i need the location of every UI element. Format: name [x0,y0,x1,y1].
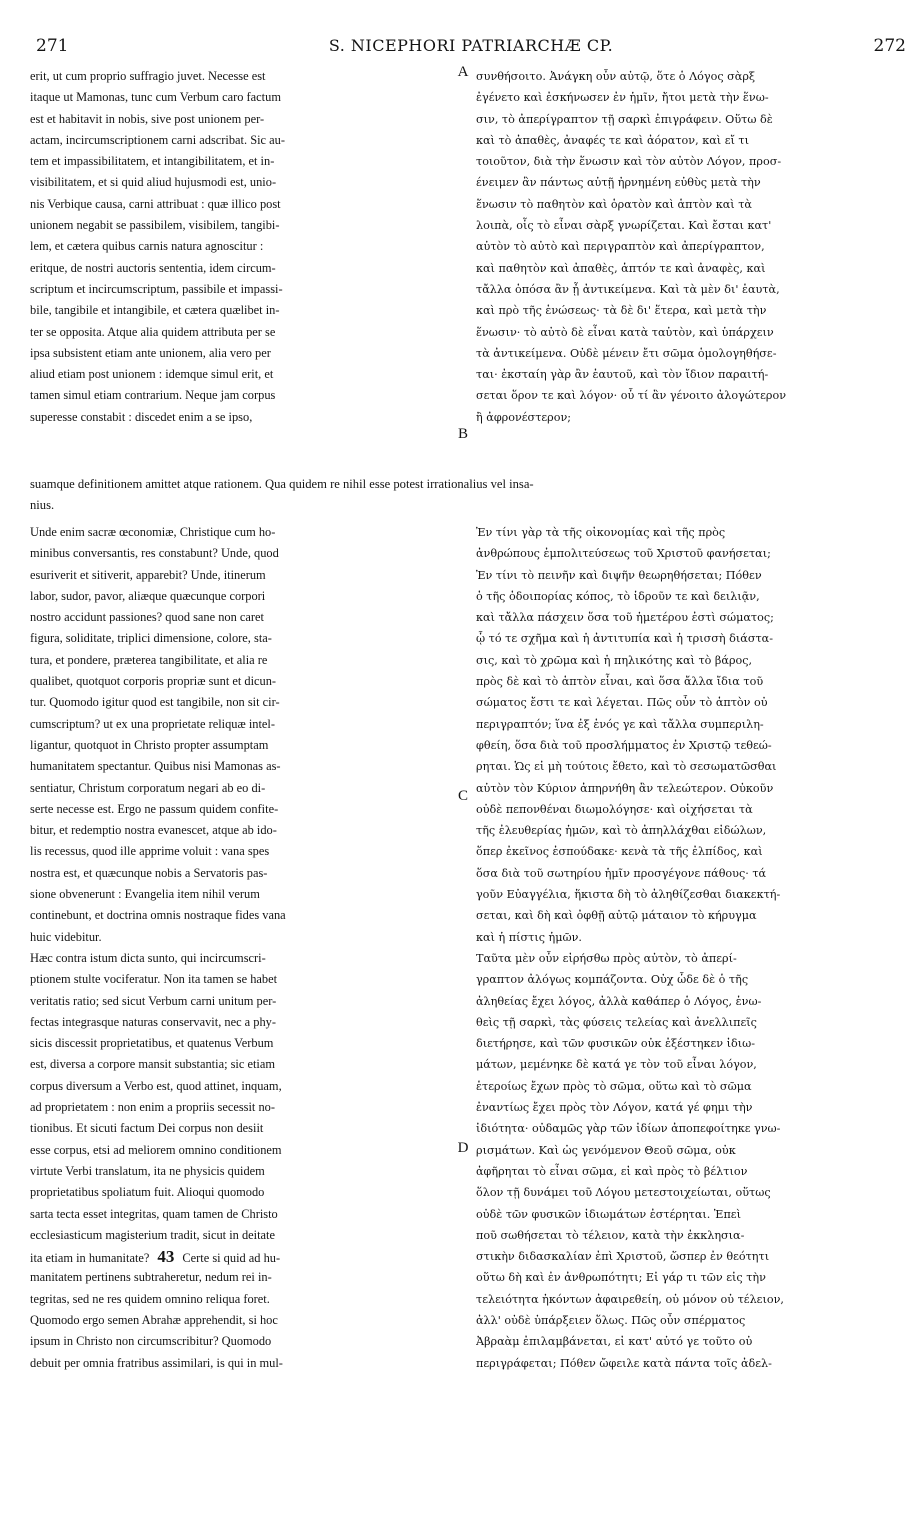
greek-text-line: ὅλον τῇ δυνάμει τοῦ Λόγου μετεστοιχείωται, οὕτως [476,1186,771,1200]
greek-text-line: λοιπὰ, οἷς τὸ εἶναι σὰρξ γνωρίζεται. Καὶ ἔσται κατ' [476,219,772,233]
greek-text-line: καὶ ἡ πίστις ἡμῶν. [476,930,582,944]
greek-text-line: σεται, καὶ δὴ καὶ ὀφθῇ αὐτῷ μάταιον τὸ κήρυγμα [476,909,757,923]
greek-text-line: μάτων, μεμένηκε δὲ κατά γε τὸν τοῦ εἶναι λόγον, [476,1058,757,1072]
greek-text-line: σιν, τὸ ἀπερίγραπτον τῇ σαρκὶ ἐπιγράφειν. Οὕτω δὲ [476,112,773,126]
latin-text-line: eritque, de nostri auctoris sententia, idem circum- [30,260,276,275]
greek-text-line: γοῦν Εὐαγγέλια, ἥκιστα δὴ τὸ ἀληθίζεσθαι διακεκτή- [476,888,781,902]
greek-text-line: οὕτω δὴ καὶ ἐν ἀνθρωπότητι; Εἰ γάρ τι τῶν εἰς τὴν [476,1271,766,1285]
latin-text-line: nostro accidunt passiones? quod sane non caret [30,610,264,625]
greek-text-line: ποῦ σωθήσεται τὸ τέλειον, κατὰ τὴν ἐκκλησια- [476,1228,745,1242]
greek-text-line: περιγράφεται; Πόθεν ὤφειλε κατὰ πάντα τοῖς ἀδελ- [476,1356,772,1370]
page-number-right: 272 [873,36,906,56]
latin-text-line: scriptum et incircumscriptum, passibile et impassi- [30,281,283,296]
latin-text-line: erit, ut cum proprio suffragio juvet. Necesse est [30,69,266,83]
latin-text-line: minibus conversantis, res constabunt? Unde, quod [30,546,279,561]
latin-text-line: Unde enim sacræ œconomiæ, Christique cum ho- [30,525,276,539]
latin-text-line: labor, sudor, pavor, aliæque quæcunque corpori [30,588,266,603]
greek-text-line: στικὴν διδασκαλίαν ἐπὶ Χριστοῦ, ὥσπερ ἐν θεότητι [476,1250,770,1264]
greek-text-line: Ἐν τίνι γὰρ τὰ τῆς οἰκονομίας καὶ τῆς πρὸς [476,526,726,539]
latin-text-line: Hæc contra istum dicta sunto, qui incircumscri- [30,950,266,965]
latin-text-line: nis Verbique causa, carni attribuat : quæ illico post [30,196,281,211]
latin-text-line: qualibet, quotquot corporis propriæ sunt et dicun- [30,674,277,689]
greek-text-line: ρισμάτων. Καὶ ὡς γενόμενον Θεοῦ σῶμα, οὐκ [476,1143,736,1157]
latin-text-line: aliud etiam post unionem : idemque simul erit, et [30,367,274,382]
latin-text-line: cumscriptum? ut ex una proprietate reliquæ intel- [30,716,275,731]
greek-text-line: τοιοῦτον, διὰ τὴν ἕνωσιν καὶ τὸν αὐτὸν Λόγον, προσ- [476,155,782,169]
latin-text-line: ptionem stulte vociferatur. Non ita tamen se habet [30,972,278,987]
latin-text-line: nius. [30,498,55,513]
greek-text-line: ένειμεν ἂν πάντως αὐτῇ ἠρνημένη εὐθὺς μετὰ τὴν [476,176,761,190]
greek-text-line: Ἐν τίνι τὸ πεινῆν καὶ διψῆν θεωρηθήσεται; Πόθεν [476,568,762,582]
latin-text-line: ipsa subsistent etiam ante unionem, alia vero per [30,345,271,360]
greek-text-line: ὅπερ ἐκεῖνος ἐσπούδακε· κενὰ τὰ τῆς ἐλπίδος, καὶ [476,845,763,859]
greek-text-line: τὰ ἀντικείμενα. Οὐδὲ μένειν ἔτι σῶμα ὁμολογηθήσε- [476,346,777,360]
section-marker-b: B [457,426,468,442]
latin-text-segment: Certe si quid ad hu- [182,1251,281,1266]
latin-text-line: esse corpus, etsi ad meliorem omnino conditionem [30,1142,282,1157]
greek-text-line: ἕνωσιν τὸ παθητὸν καὶ ὁρατὸν καὶ ἁπτὸν καὶ τὰ [476,197,752,211]
latin-column-bottom [30,522,450,1374]
latin-text-line: manitatem pertinens subtraheretur, nedum rei in- [30,1270,272,1285]
latin-text-line: tur. Quomodo igitur quod est tangibile, non sit cir- [30,695,280,710]
greek-text-line: ἀλλ' οὐδὲ ὑπάρξειεν ὅλως. Πῶς οὖν σπέρματος [476,1313,746,1327]
latin-text-line: proprietatibus spoliatum fuit. Alioqui quomodo [30,1185,265,1200]
latin-text-line: sentiatur, Christum corporatum negari ab eo di- [30,780,266,795]
greek-text-line: θεὶς τῇ σαρκὶ, τὰς φύσεις τελείας καὶ ἀνελλιπεῖς [476,1015,757,1029]
latin-text-line: tura, et pondere, præterea tangibilitate, et alia re [30,652,268,667]
latin-text-line: superesse constabit : discedet enim a se ipso, [30,409,253,424]
greek-text-line: τῆς ἐλευθερίας ἡμῶν, καὶ τὸ ἀπηλλάχθαι εἰδώλων, [476,824,767,838]
greek-text-line: ἰδιότητα· οὐδαμῶς γὰρ τῶν ἰδίων ἀποπεφοίτηκε γνω- [476,1122,781,1136]
greek-text-line: καὶ πρὸ τῆς ἑνώσεως· τὰ δὲ δι' ἕτερα, καὶ μετὰ τὴν [476,304,767,318]
greek-text-line: ἀληθείας ἔχει λόγος, ἀλλὰ καθάπερ ὁ Λόγος, ἑνω- [476,994,762,1008]
latin-text-segment: ita etiam in humanitate? [30,1251,150,1266]
greek-text-line: διετήρησε, καὶ τῶν φυσικῶν οὐκ ἐξέστηκεν ἰδιω- [476,1037,756,1051]
latin-text-line: itaque ut Mamonas, tunc cum Verbum caro factum [30,90,281,105]
greek-text-line: τελειότητα ἡκόντων ἀφαιρεθείη, οὐ μόνον οὐ τέλειον, [476,1292,784,1306]
greek-text-line: ἢ ἀφρονέστερον; [476,410,572,424]
greek-column-bottom [476,522,906,1374]
latin-full-width-lines [30,474,910,517]
latin-text-line: figura, soliditate, triplici dimensione, colore, sta- [30,631,272,646]
greek-text-line: ὁ τῆς ὁδοιπορίας κόπος, τὸ ἱδροῦν τε καὶ δειλιᾷν, [476,589,760,603]
latin-text-line: esuriverit et sitiverit, apparebit? Unde, itinerum [30,567,266,582]
greek-text-line: σις, καὶ τὸ χρῶμα καὶ ἡ πηλικότης καὶ τὸ βάρος, [476,653,753,667]
latin-text-line: ligantur, quotquot in Christo propter assumptam [30,737,269,752]
running-header [36,36,906,58]
latin-text-line: ad proprietatem : non enim a propriis secessit no- [30,1100,275,1115]
latin-text-line: tionibus. Et sicuti factum Dei corpus non desiit [30,1121,264,1136]
greek-text-line: ἐναντίως ἔχει πρὸς τὸν Λόγον, κατά γέ φημι τὴν [476,1101,753,1115]
section-marker-c: C [457,788,468,804]
latin-text-line: veritatis ratio; sed sicut Verbum carni unitum per- [30,993,277,1008]
latin-text-line: unionem negabit se passibilem, visibilem, tangibi- [30,218,280,233]
latin-text-line: corpus diversum a Verbo est, quod attinet, inquam, [30,1078,282,1093]
greek-text-line: πρὸς δὲ καὶ τὸ ἁπτὸν εἶναι, καὶ ὅσα ἄλλα ἴδια τοῦ [476,675,764,689]
latin-text-line: tegritas, sed ne res quidem omnino reliqua foret. [30,1291,270,1306]
latin-text-line: lem, et cætera quibus carnis natura agnoscitur : [30,239,264,254]
latin-text-line: lis recessus, quod ille apprime voluit : vana spes [30,844,270,859]
latin-text-line: actam, incircumscriptionem carni adscribat. Sic au- [30,132,285,147]
greek-text-line: σεται ὅρον τε καὶ λόγον· οὗ τί ἂν γένοιτο ἀλογώτερον [476,389,787,403]
latin-text-line: debuit per omnia fratribus assimilari, is qui in mul- [30,1355,283,1370]
running-title: S. NICEPHORI PATRIARCHÆ CP. [328,36,614,55]
margin-number: 43 [157,1247,175,1267]
latin-text-line: tamen simul etiam contrarium. Neque jam corpus [30,388,276,403]
latin-text-line: huic videbitur. [30,929,102,944]
greek-text-line: καὶ τὸ ἀπαθὲς, ἀναφές τε καὶ ἀόρατον, καὶ εἴ τι [476,133,750,147]
greek-text-line: ἀφῆρηται τὸ εἶναι σῶμα, εἰ καὶ πρὸς τὸ βέλτιον [476,1164,748,1178]
latin-column-top [30,66,450,428]
greek-text-line: αὐτὸν τὸ αὐτὸ καὶ περιγραπτὸν καὶ ἀπερίγραπτον, [476,240,765,254]
latin-text-line: fectas integrasque naturas conservavit, nec a phy- [30,1014,276,1029]
greek-text-line: οὐδὲ πεπονθέναι διωμολόγησε· καὶ οἰχήσεται τὰ [476,802,753,816]
greek-text-line: οὐδὲ τῶν φυσικῶν ἰδιωμάτων ἐστέρηται. Ἐπεὶ [476,1207,741,1221]
greek-text-line: ἑτεροίως ἔχων πρὸς τὸ σῶμα, οὕτω καὶ τὸ σῶμα [476,1079,752,1093]
latin-text-line: tem et impassibilitatem, et intangibilitatem, et in- [30,154,275,169]
latin-text-line: visibilitatem, et si quid aliud hujusmodi est, unio- [30,175,277,190]
greek-text-line: ᾧ τό τε σχῆμα καὶ ἡ ἀντιτυπία καὶ ἡ τρισσὴ διάστα- [476,632,773,646]
greek-column-top [476,66,906,428]
greek-text-line: ἕνωσιν· τὸ αὐτὸ δὲ εἶναι κατὰ ταὐτὸν, καὶ ὑπάρχειν [476,325,774,339]
greek-text-line: γραπτον ἀλόγως κομπάζοντα. Οὐχ ὧδε δὲ ὁ τῆς [476,973,749,987]
latin-text-line: virtute Verbi translatum, ita ne physicis quidem [30,1163,265,1178]
section-marker-a: A [457,64,469,80]
latin-text-line: ter se opposita. Atque alia quidem attributa per se [30,324,276,339]
greek-text-line: ἀνθρώπους ἐμπολιτεύσεως τοῦ Χριστοῦ φανήσεται; [476,547,771,561]
latin-text-line: est et habitavit in nobis, sive post unionem per- [30,111,265,126]
latin-text-line [30,1246,450,1267]
greek-text-line: φθείη, ὅσα διὰ τοῦ προσλήμματος ἐν Χριστῷ τεθεώ- [476,738,772,752]
greek-text-line: αὐτὸν τὸν Κύριον ἀπηρνήθη ἂν τελεώτερον. Οὐκοῦν [476,781,774,795]
section-marker-d: D [457,1140,469,1156]
latin-text-line: Quomodo ergo semen Abrahæ apprehendit, si hoc [30,1312,278,1327]
latin-text-line: suamque definitionem amittet atque rationem. Qua quidem re nihil esse potest irrationalius vel insa- [30,477,534,491]
latin-text-line: ecclesiasticum magisterium tradit, sicut in deitate [30,1227,275,1242]
greek-text-line: ται· ἐκσταίη γὰρ ἂν ἑαυτοῦ, καὶ τὸν ἴδιον παραιτή- [476,368,769,382]
latin-text-line: serte necesse est. Ergo ne passum quidem confite- [30,801,279,816]
latin-text-line: sicis discessit proprietatibus, et quatenus Verbum [30,1036,274,1051]
latin-text-line: nostra est, et quæcunque nobis a Servatoris pas- [30,865,268,880]
greek-text-line: σώματος ἔστι τε καὶ λέγεται. Πῶς οὖν τὸ ἁπτὸν οὐ [476,696,768,710]
greek-text-line: ρηται. Ὡς εἰ μὴ τούτοις ἔθετο, καὶ τὸ σεσωματῶσθαι [476,760,777,774]
greek-text-line: συνθήσοιτο. Ἀνάγκη οὖν αὐτῷ, ὅτε ὁ Λόγος σὰρξ [476,70,756,83]
greek-text-line: ὅσα διὰ τοῦ σωτηρίου ἡμῖν προσγέγονε πάθους· τά [476,866,767,880]
greek-text-line: ἐγένετο καὶ ἐσκήνωσεν ἐν ἡμῖν, ἤτοι μετὰ τὴν ἕνω- [476,91,769,105]
greek-text-line: Ταῦτα μὲν οὖν εἰρήσθω πρὸς αὐτὸν, τὸ ἀπερί- [476,951,737,965]
greek-text-line: Ἀβραὰμ ἐπιλαμβάνεται, εἰ κατ' αὐτό γε τοῦτο οὐ [476,1335,753,1349]
latin-text-line: humanitatem spectantur. Quibus nisi Mamonas as- [30,759,281,774]
greek-text-line: τἄλλα ὁπόσα ἂν ᾖ ἀντικείμενα. Καὶ τὰ μὲν δι' ἑαυτὰ, [476,282,780,296]
latin-text-line: sione obvenerunt : Evangelia item nihil verum [30,887,260,902]
greek-text-line: καὶ παθητὸν καὶ ἀπαθὲς, ἁπτόν τε καὶ ἀναφὲς, καὶ [476,261,766,275]
latin-text-line: est, diversa a corpore mansit substantia; sic etiam [30,1057,275,1072]
latin-text-line: bitur, et redemptio nostra evanescet, atque ab ido- [30,823,277,838]
greek-text-line: περιγραπτόν; ἵνα ἐξ ἑνός γε καὶ τἄλλα συμπεριλη- [476,717,764,731]
latin-text-line: continebunt, et doctrina omnis nostraque fides vana [30,908,286,923]
latin-text-line: sarta tecta esset integritas, quam tamen de Christo [30,1206,278,1221]
latin-text-line: bile, tangibile et intangibile, et cætera quælibet in- [30,303,280,318]
latin-text-line: ipsum in Christo non circumscribitur? Quomodo [30,1334,272,1349]
greek-text-line: καὶ τἄλλα πάσχειν ὅσα τοῦ ἡμετέρου ἐστὶ σώματος; [476,611,774,625]
page-number-left: 271 [36,36,69,56]
